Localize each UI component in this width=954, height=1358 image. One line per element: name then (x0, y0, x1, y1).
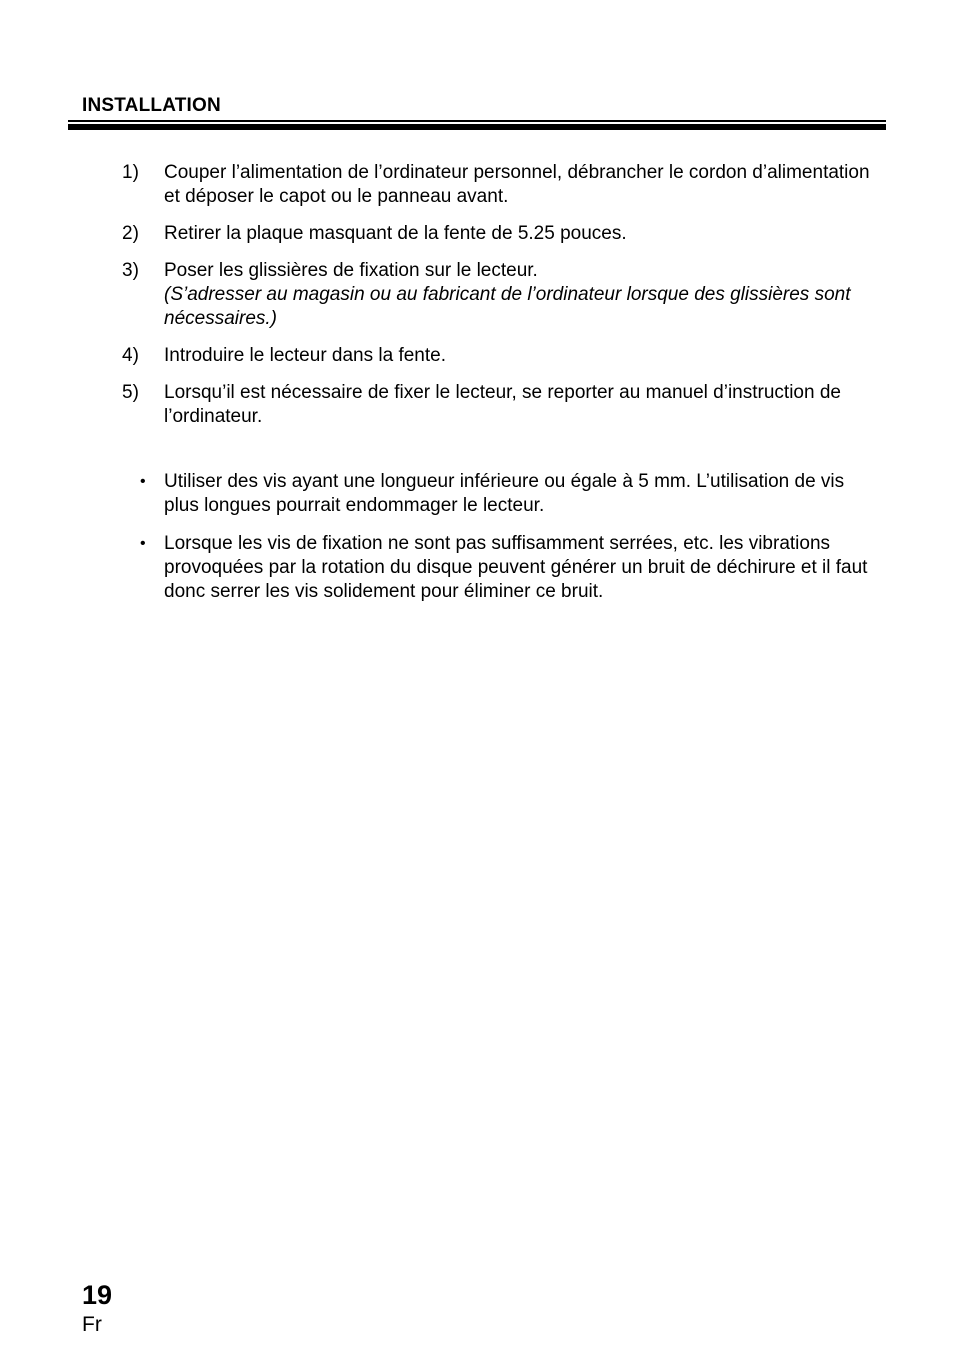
step-item (122, 381, 882, 429)
installation-steps (122, 161, 882, 442)
step-text: Retirer la plaque masquant de la fente de 5.25 pouces. (164, 223, 627, 244)
step-number: 4) (122, 345, 139, 366)
step-note: (S’adresser au magasin ou au fabricant de l’ordinateur lorsque des glissières sont nécessaires.) (164, 284, 851, 329)
step-text: Poser les glissières de fixation sur le lecteur. (164, 260, 538, 281)
note-text: Lorsque les vis de fixation ne sont pas suffisamment serrées, etc. les vibrations provoquées par la rotation du disque peuvent générer un bruit de déchirure et il faut donc serrer les vis solidement pour éliminer ce bruit. (164, 533, 868, 602)
section-title: INSTALLATION (82, 95, 221, 116)
note-item (140, 532, 882, 604)
step-text: Lorsqu’il est nécessaire de fixer le lecteur, se reporter au manuel d’instruction de l’ordinateur. (164, 382, 841, 427)
page-number: 19 (82, 1280, 113, 1310)
bullet-icon: • (140, 473, 146, 490)
note-text: Utiliser des vis ayant une longueur inférieure ou égale à 5 mm. L’utilisation de vis plus longues pourrait endommager le lecteur. (164, 471, 845, 516)
step-item (122, 161, 882, 209)
header-rule-thick (68, 124, 886, 130)
note-item (140, 470, 882, 518)
step-text: Couper l’alimentation de l’ordinateur personnel, débrancher le cordon d’alimentation et déposer le capot ou le panneau avant. (164, 162, 870, 207)
step-item (122, 259, 882, 331)
page-language: Fr (82, 1313, 102, 1336)
bullet-icon: • (140, 535, 146, 552)
step-number: 3) (122, 260, 139, 281)
caution-notes (140, 470, 882, 618)
step-item (122, 344, 882, 368)
step-number: 1) (122, 162, 139, 183)
step-item (122, 222, 882, 246)
step-number: 2) (122, 223, 139, 244)
header-rule-thin (68, 120, 886, 122)
step-text: Introduire le lecteur dans la fente. (164, 345, 447, 366)
step-number: 5) (122, 382, 139, 403)
